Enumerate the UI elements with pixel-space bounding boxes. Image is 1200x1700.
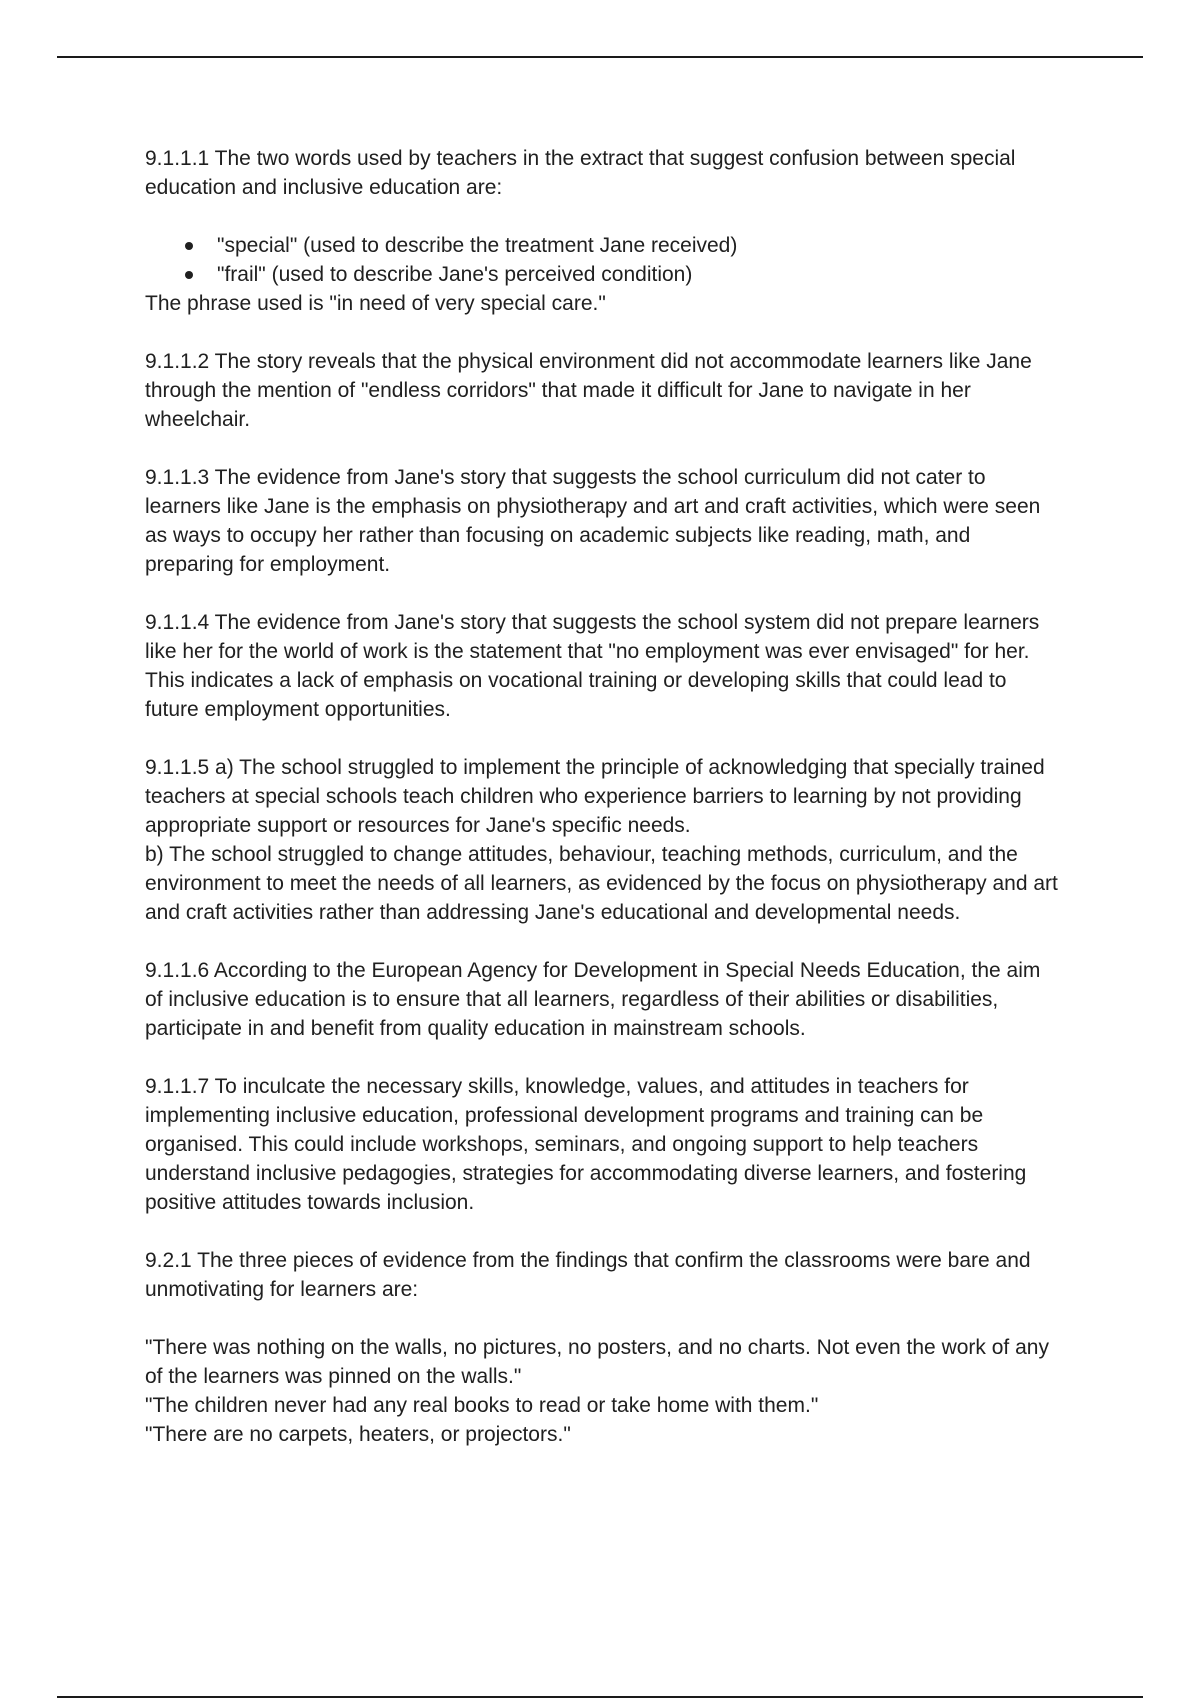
top-divider xyxy=(57,56,1143,58)
answer-9-1-1-5-b: b) The school struggled to change attitudes, behaviour, teaching methods, curriculum, and the environment to meet the needs of all learners, as evidenced by the focus on physiotherapy and art and craft activities rather than addressing Jane's educational and developmental needs. xyxy=(145,843,1058,924)
spacer xyxy=(145,202,1060,231)
spacer xyxy=(145,724,1060,753)
answer-9-1-1-1-phrase: The phrase used is "in need of very special care." xyxy=(145,292,606,315)
answer-9-1-1-1-bullet-list xyxy=(145,231,1060,289)
answer-9-1-1-5-a: 9.1.1.5 a) The school struggled to implement the principle of acknowledging that specially trained teachers at special schools teach children who experience barriers to learning by not providing appropriate support or resources for Jane's specific needs. xyxy=(145,756,1045,837)
bottom-divider xyxy=(57,1696,1143,1698)
answer-9-1-1-7: 9.1.1.7 To inculcate the necessary skills, knowledge, values, and attitudes in teachers for implementing inclusive education, professional development programs and training can be organised. This could include workshops, seminars, and ongoing support to help teachers understand inclusive pedagogies, strategies for accommodating diverse learners, and fostering positive attitudes towards inclusion. xyxy=(145,1075,1027,1214)
spacer xyxy=(145,318,1060,347)
spacer xyxy=(145,434,1060,463)
answer-9-1-1-6: 9.1.1.6 According to the European Agency for Development in Special Needs Education, the aim of inclusive education is to ensure that all learners, regardless of their abilities or disabilities, participate in and benefit from quality education in mainstream schools. xyxy=(145,959,1041,1040)
answer-9-1-1-3: 9.1.1.3 The evidence from Jane's story that suggests the school curriculum did not cater to learners like Jane is the emphasis on physiotherapy and art and craft activities, which were seen as ways to occupy her rather than focusing on academic subjects like reading, math, and preparing for employment. xyxy=(145,466,1041,576)
answer-9-1-1-2: 9.1.1.2 The story reveals that the physical environment did not accommodate learners like Jane through the mention of "endless corridors" that made it difficult for Jane to navigate in her wheelchair. xyxy=(145,350,1032,431)
spacer xyxy=(145,1217,1060,1246)
evidence-quote: "There are no carpets, heaters, or projectors." xyxy=(145,1423,571,1446)
evidence-quote: "The children never had any real books to read or take home with them." xyxy=(145,1394,819,1417)
answer-9-1-1-1-intro: 9.1.1.1 The two words used by teachers in the extract that suggest confusion between special education and inclusive education are: xyxy=(145,147,1016,199)
bullet-item: "special" (used to describe the treatment Jane received) xyxy=(145,231,1060,260)
spacer xyxy=(145,927,1060,956)
document-body xyxy=(145,144,1060,1449)
spacer xyxy=(145,579,1060,608)
answer-9-1-1-4: 9.1.1.4 The evidence from Jane's story that suggests the school system did not prepare learners like her for the world of work is the statement that "no employment was ever envisaged" for her. This indicates a lack of emphasis on vocational training or developing skills that could lead to future employment opportunities. xyxy=(145,611,1040,721)
answer-9-2-1-intro: 9.2.1 The three pieces of evidence from the findings that confirm the classrooms were bare and unmotivating for learners are: xyxy=(145,1249,1031,1301)
bullet-item: "frail" (used to describe Jane's perceived condition) xyxy=(145,260,1060,289)
spacer xyxy=(145,1043,1060,1072)
evidence-quote: "There was nothing on the walls, no pictures, no posters, and no charts. Not even the work of any of the learners was pinned on the walls." xyxy=(145,1336,1049,1388)
spacer xyxy=(145,1304,1060,1333)
